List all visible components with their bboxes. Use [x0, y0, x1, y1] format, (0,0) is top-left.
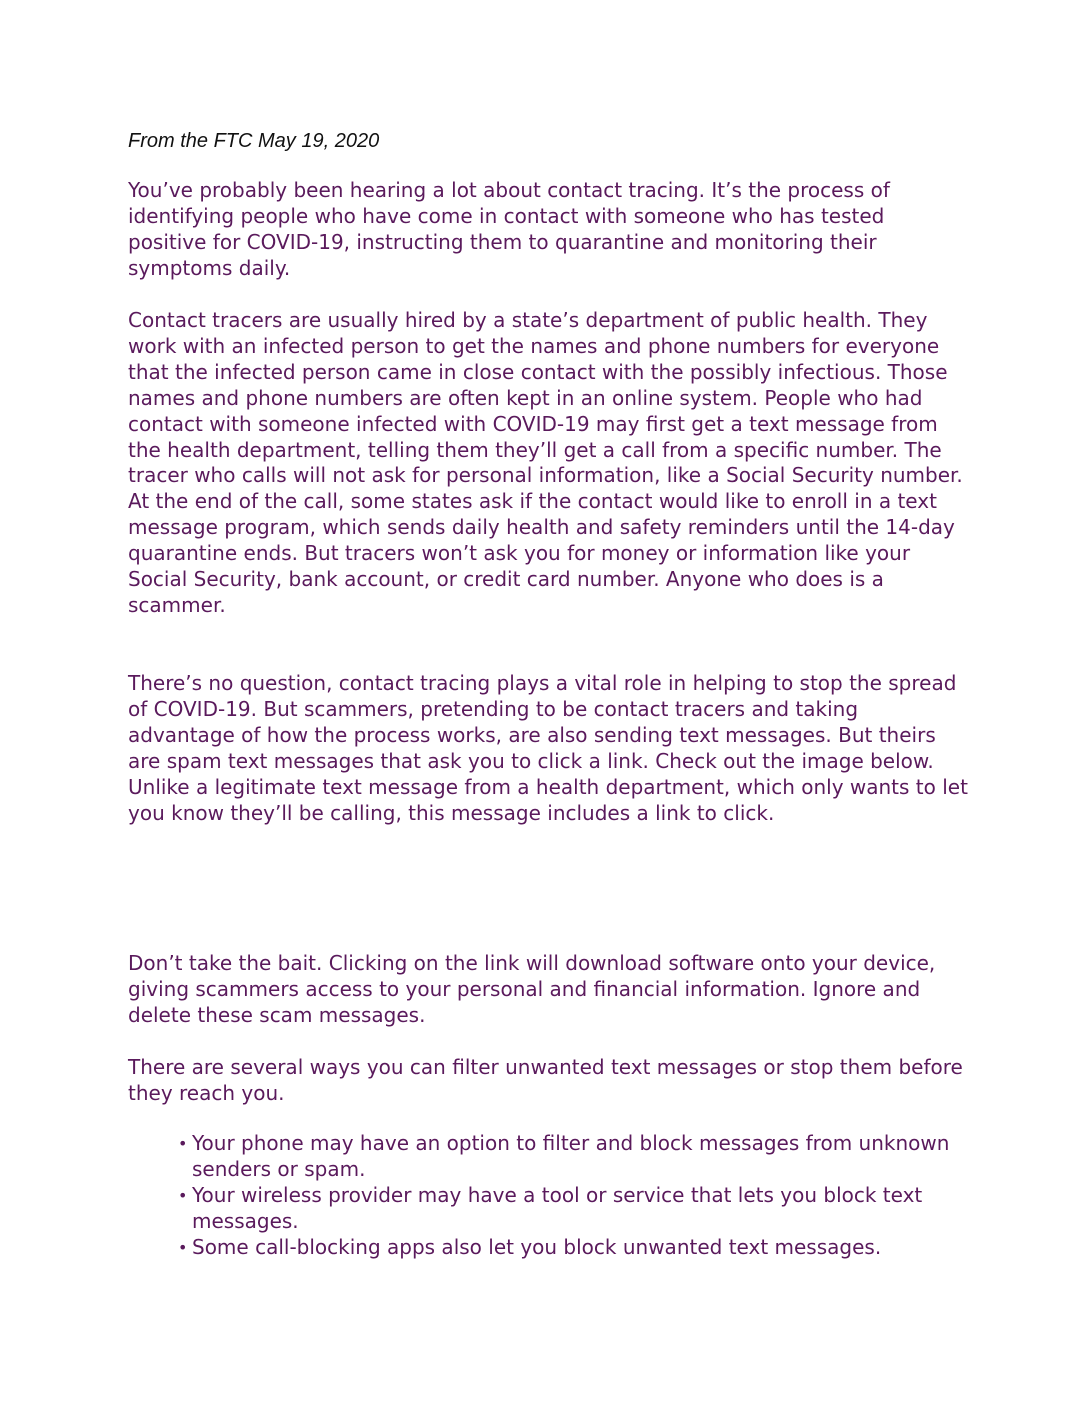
paragraph-contact-tracers-role: Contact tracers are usually hired by a state’s department of public health. They work with an infected person to get the names and phone numbers for everyone that the infected person came in close contact with the possibly infectious. Those names and phone numbers are often kept in an online system. People who had contact with someone infected with COVID-19 may first get a text message from the health department, telling them they’ll get a call from a specific number. The tracer who calls will not ask for personal information, like a Social Security number. At the end of the call, some states ask if the contact would like to enroll in a text message program, which sends daily health and safety reminders until the 14-day quarantine ends. But tracers won’t ask you for money or information like your Social Security, bank account, or credit card number. Anyone who does is a scammer. [128, 308, 963, 617]
list-item [178, 1235, 978, 1261]
list-item [178, 1183, 978, 1235]
filter-options-list [178, 1131, 978, 1261]
paragraph-contact-tracing-intro: You’ve probably been hearing a lot about contact tracing. It’s the process of identifying people who have come in contact with someone who has tested positive for COVID-19, instructing them to quarantine and monitoring their symptoms daily. [128, 178, 890, 280]
paragraph-scam-warning: There’s no question, contact tracing plays a vital role in helping to stop the spread of COVID-19. But scammers, pretending to be contact tracers and taking advantage of how the process works, are also sending text messages. But theirs are spam text messages that ask you to click a link. Check out the image below. Unlike a legitimate text message from a health department, which only wants to let you know they’ll be calling, this message includes a link to click. [128, 671, 968, 825]
document-page [128, 128, 968, 1259]
dateline: From the FTC May 19, 2020 [128, 130, 380, 152]
bullet-icon: • [178, 1134, 188, 1153]
list-item-text: Your wireless provider may have a tool or service that lets you block text messages. [192, 1182, 923, 1233]
list-item [178, 1131, 978, 1183]
paragraph-dont-take-bait: Don’t take the bait. Clicking on the link will download software onto your device, giving scammers access to your personal and financial information. Ignore and delete these scam messages. [128, 951, 936, 1027]
list-item-text: Your phone may have an option to filter and block messages from unknown senders or spam. [192, 1131, 950, 1181]
bullet-icon: • [178, 1237, 188, 1257]
paragraph-filter-ways: There are several ways you can filter unwanted text messages or stop them before they reach you. [128, 1055, 963, 1105]
bullet-icon: • [178, 1185, 188, 1205]
list-item-text: Some call-blocking apps also let you block unwanted text messages. [192, 1234, 882, 1259]
